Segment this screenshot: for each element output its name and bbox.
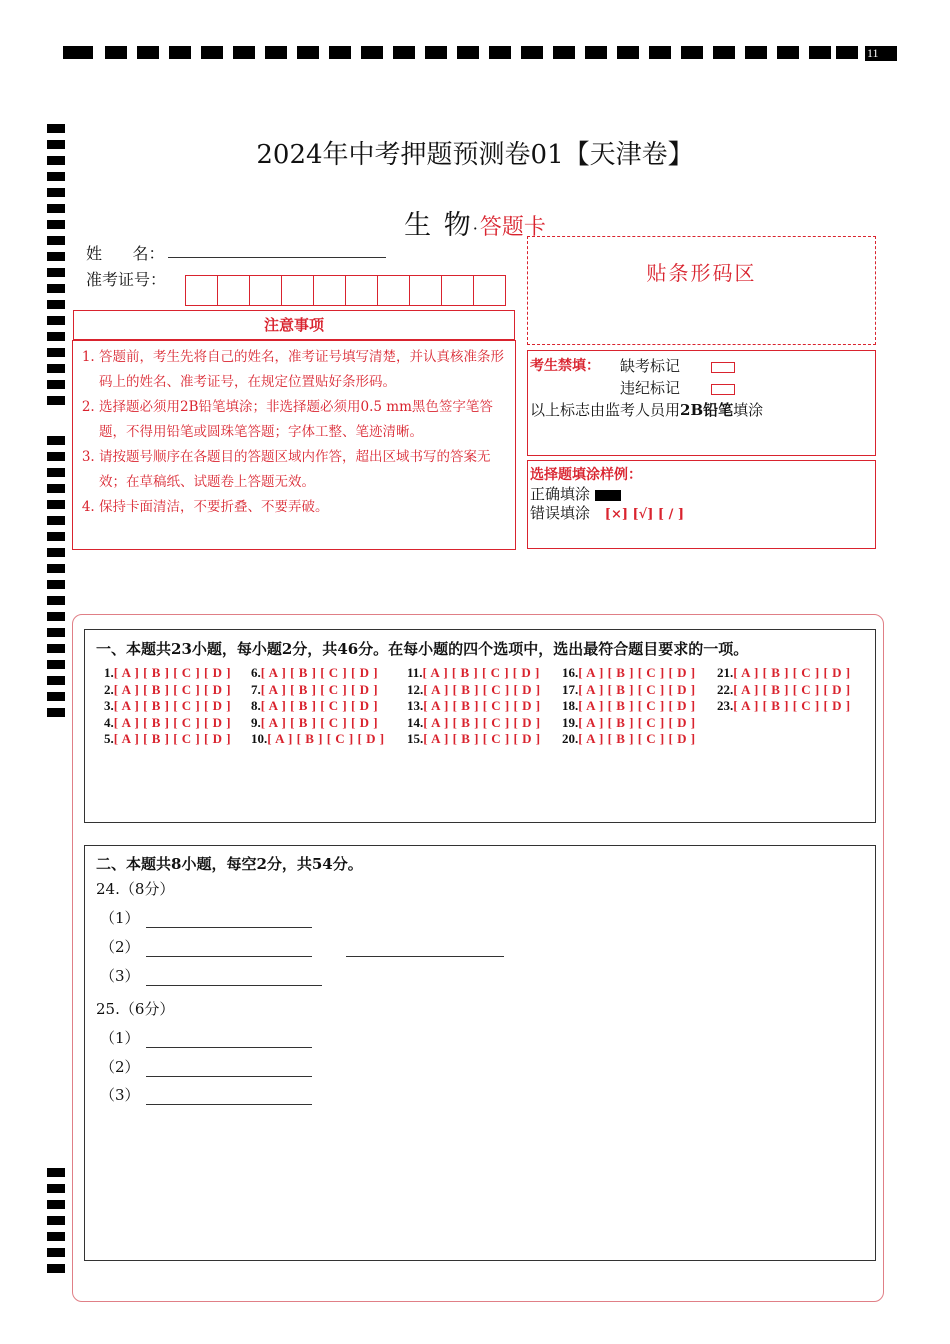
exam-id-digit[interactable]: [217, 275, 249, 306]
barcode-area: [527, 236, 876, 345]
section2-title: 二、本题共8小题，每空2分，共54分。: [96, 855, 363, 873]
mc-question[interactable]: 19.[ A ] [ B ] [ C ] [ D ]: [562, 714, 696, 730]
answer-blank[interactable]: [146, 984, 322, 986]
mc-question[interactable]: 5.[ A ] [ B ] [ C ] [ D ]: [104, 731, 232, 747]
exam-title: 2024年中考押题预测卷01【天津卷】: [256, 140, 694, 170]
subject-name: 生 物: [404, 210, 473, 241]
q25-label: 25.（6分）: [96, 1000, 175, 1018]
mc-question[interactable]: 15.[ A ] [ B ] [ C ] [ D ]: [407, 731, 541, 747]
wrong-fill-label: 错误填涂: [530, 504, 591, 522]
q24-part2: （2）: [100, 936, 504, 957]
wrong-fill-samples: [×] [√] [ / ]: [604, 507, 684, 522]
mc-question[interactable]: 3.[ A ] [ B ] [ C ] [ D ]: [104, 698, 232, 714]
fill-sample-title: 选择题填涂样例：: [530, 467, 642, 483]
page-number: 11: [865, 46, 897, 61]
absent-mark-row: [620, 355, 735, 376]
forbidden-note: 以上标志由监考人员用2B铅笔填涂: [530, 401, 764, 419]
answer-card-label: 答题卡: [479, 215, 546, 240]
notice-item: 1. 答题前，考生先将自己的姓名，准考证号填写清楚，并认真核准条形码上的姓名、准考证号，在规定位置贴好条形码。: [99, 345, 515, 395]
notice-item: 4. 保持卡面清洁，不要折叠、不要弄破。: [99, 495, 515, 520]
mc-question[interactable]: 7.[ A ] [ B ] [ C ] [ D ]: [251, 681, 379, 697]
exam-id-digit[interactable]: [473, 275, 506, 306]
mc-column: [104, 665, 231, 748]
absent-mark-label: 缺考标记: [620, 357, 681, 375]
mc-column: [407, 665, 541, 748]
mc-question[interactable]: 4.[ A ] [ B ] [ C ] [ D ]: [104, 714, 232, 730]
exam-id-digit[interactable]: [441, 275, 473, 306]
section1-title: 一、本题共23小题，每小题2分，共46分。在每小题的四个选项中，选出最符合题目要求的一项。: [96, 640, 749, 658]
fill-sample-box: [527, 460, 876, 549]
q25-part2: （2）: [100, 1056, 312, 1077]
answer-blank[interactable]: [146, 1046, 312, 1048]
answer-blank[interactable]: [146, 955, 312, 957]
mc-question[interactable]: 18.[ A ] [ B ] [ C ] [ D ]: [562, 698, 696, 714]
q24-part1: （1）: [100, 907, 312, 928]
mc-question[interactable]: 10.[ A ] [ B ] [ C ] [ D ]: [251, 731, 385, 747]
mc-question[interactable]: 20.[ A ] [ B ] [ C ] [ D ]: [562, 731, 696, 747]
name-field[interactable]: [168, 257, 386, 258]
exam-id-label: 准考证号：: [86, 270, 167, 289]
mc-question[interactable]: 9.[ A ] [ B ] [ C ] [ D ]: [251, 714, 379, 730]
mc-question[interactable]: 1.[ A ] [ B ] [ C ] [ D ]: [104, 665, 232, 680]
mc-question[interactable]: 11.[ A ] [ B ] [ C ] [ D ]: [407, 665, 540, 680]
mc-column: [251, 665, 385, 748]
mc-column: [717, 665, 851, 715]
q25-part1: （1）: [100, 1027, 312, 1048]
mc-question[interactable]: 23.[ A ] [ B ] [ C ] [ D ]: [717, 698, 851, 714]
mc-question[interactable]: 2.[ A ] [ B ] [ C ] [ D ]: [104, 681, 232, 697]
mc-question[interactable]: 22.[ A ] [ B ] [ C ] [ D ]: [717, 681, 851, 697]
notice-item: 2. 选择题必须用2B铅笔填涂；非选择题必须用0.5 mm黑色签字笔答题，不得用铅笔或圆珠笔答题；字体工整、笔迹清晰。: [99, 395, 515, 445]
violation-mark-row: [620, 377, 735, 398]
mc-question[interactable]: 17.[ A ] [ B ] [ C ] [ D ]: [562, 681, 696, 697]
forbidden-title: 考生禁填：: [530, 358, 600, 374]
answer-blank[interactable]: [146, 1103, 312, 1105]
exam-id-digit[interactable]: [313, 275, 345, 306]
mc-question[interactable]: 16.[ A ] [ B ] [ C ] [ D ]: [562, 665, 696, 680]
mc-column: [562, 665, 696, 748]
answer-blank[interactable]: [346, 955, 504, 957]
exam-id-digit[interactable]: [281, 275, 313, 306]
q25-part3: （3）: [100, 1084, 312, 1105]
mc-question[interactable]: 6.[ A ] [ B ] [ C ] [ D ]: [251, 665, 379, 680]
exam-id-digit[interactable]: [377, 275, 409, 306]
correct-fill-label: 正确填涂: [530, 485, 591, 503]
violation-mark-box[interactable]: [711, 384, 735, 395]
q24-label: 24.（8分）: [96, 880, 175, 898]
wrong-fill-row: [530, 502, 684, 523]
notice-item: 3. 请按题号顺序在各题目的答题区域内作答，超出区域书写的答案无效；在草稿纸、试题卷上答题无效。: [99, 445, 515, 495]
notice-box: [72, 340, 516, 550]
mc-question[interactable]: 12.[ A ] [ B ] [ C ] [ D ]: [407, 681, 541, 697]
mc-question[interactable]: 14.[ A ] [ B ] [ C ] [ D ]: [407, 714, 541, 730]
q24-part3: （3）: [100, 965, 322, 986]
violation-mark-label: 违纪标记: [620, 379, 681, 397]
exam-id-digit[interactable]: [185, 275, 217, 306]
absent-mark-box[interactable]: [711, 362, 735, 373]
name-label: 姓 名：: [86, 244, 165, 263]
mc-question[interactable]: 21.[ A ] [ B ] [ C ] [ D ]: [717, 665, 851, 680]
correct-fill-sample: [595, 490, 621, 501]
barcode-label: 贴条形码区: [646, 261, 757, 285]
exam-id-digit[interactable]: [409, 275, 441, 306]
mc-question[interactable]: 8.[ A ] [ B ] [ C ] [ D ]: [251, 698, 379, 714]
answer-blank[interactable]: [146, 1075, 312, 1077]
correct-fill-row: [530, 483, 621, 504]
exam-id-boxes[interactable]: [185, 275, 506, 306]
notice-heading: 注意事项: [73, 310, 515, 340]
answer-blank[interactable]: [146, 926, 312, 928]
subject-separator: ·: [472, 219, 480, 238]
mc-question[interactable]: 13.[ A ] [ B ] [ C ] [ D ]: [407, 698, 541, 714]
exam-id-digit[interactable]: [249, 275, 281, 306]
examinee-forbidden-box: [527, 350, 876, 456]
exam-id-digit[interactable]: [345, 275, 377, 306]
